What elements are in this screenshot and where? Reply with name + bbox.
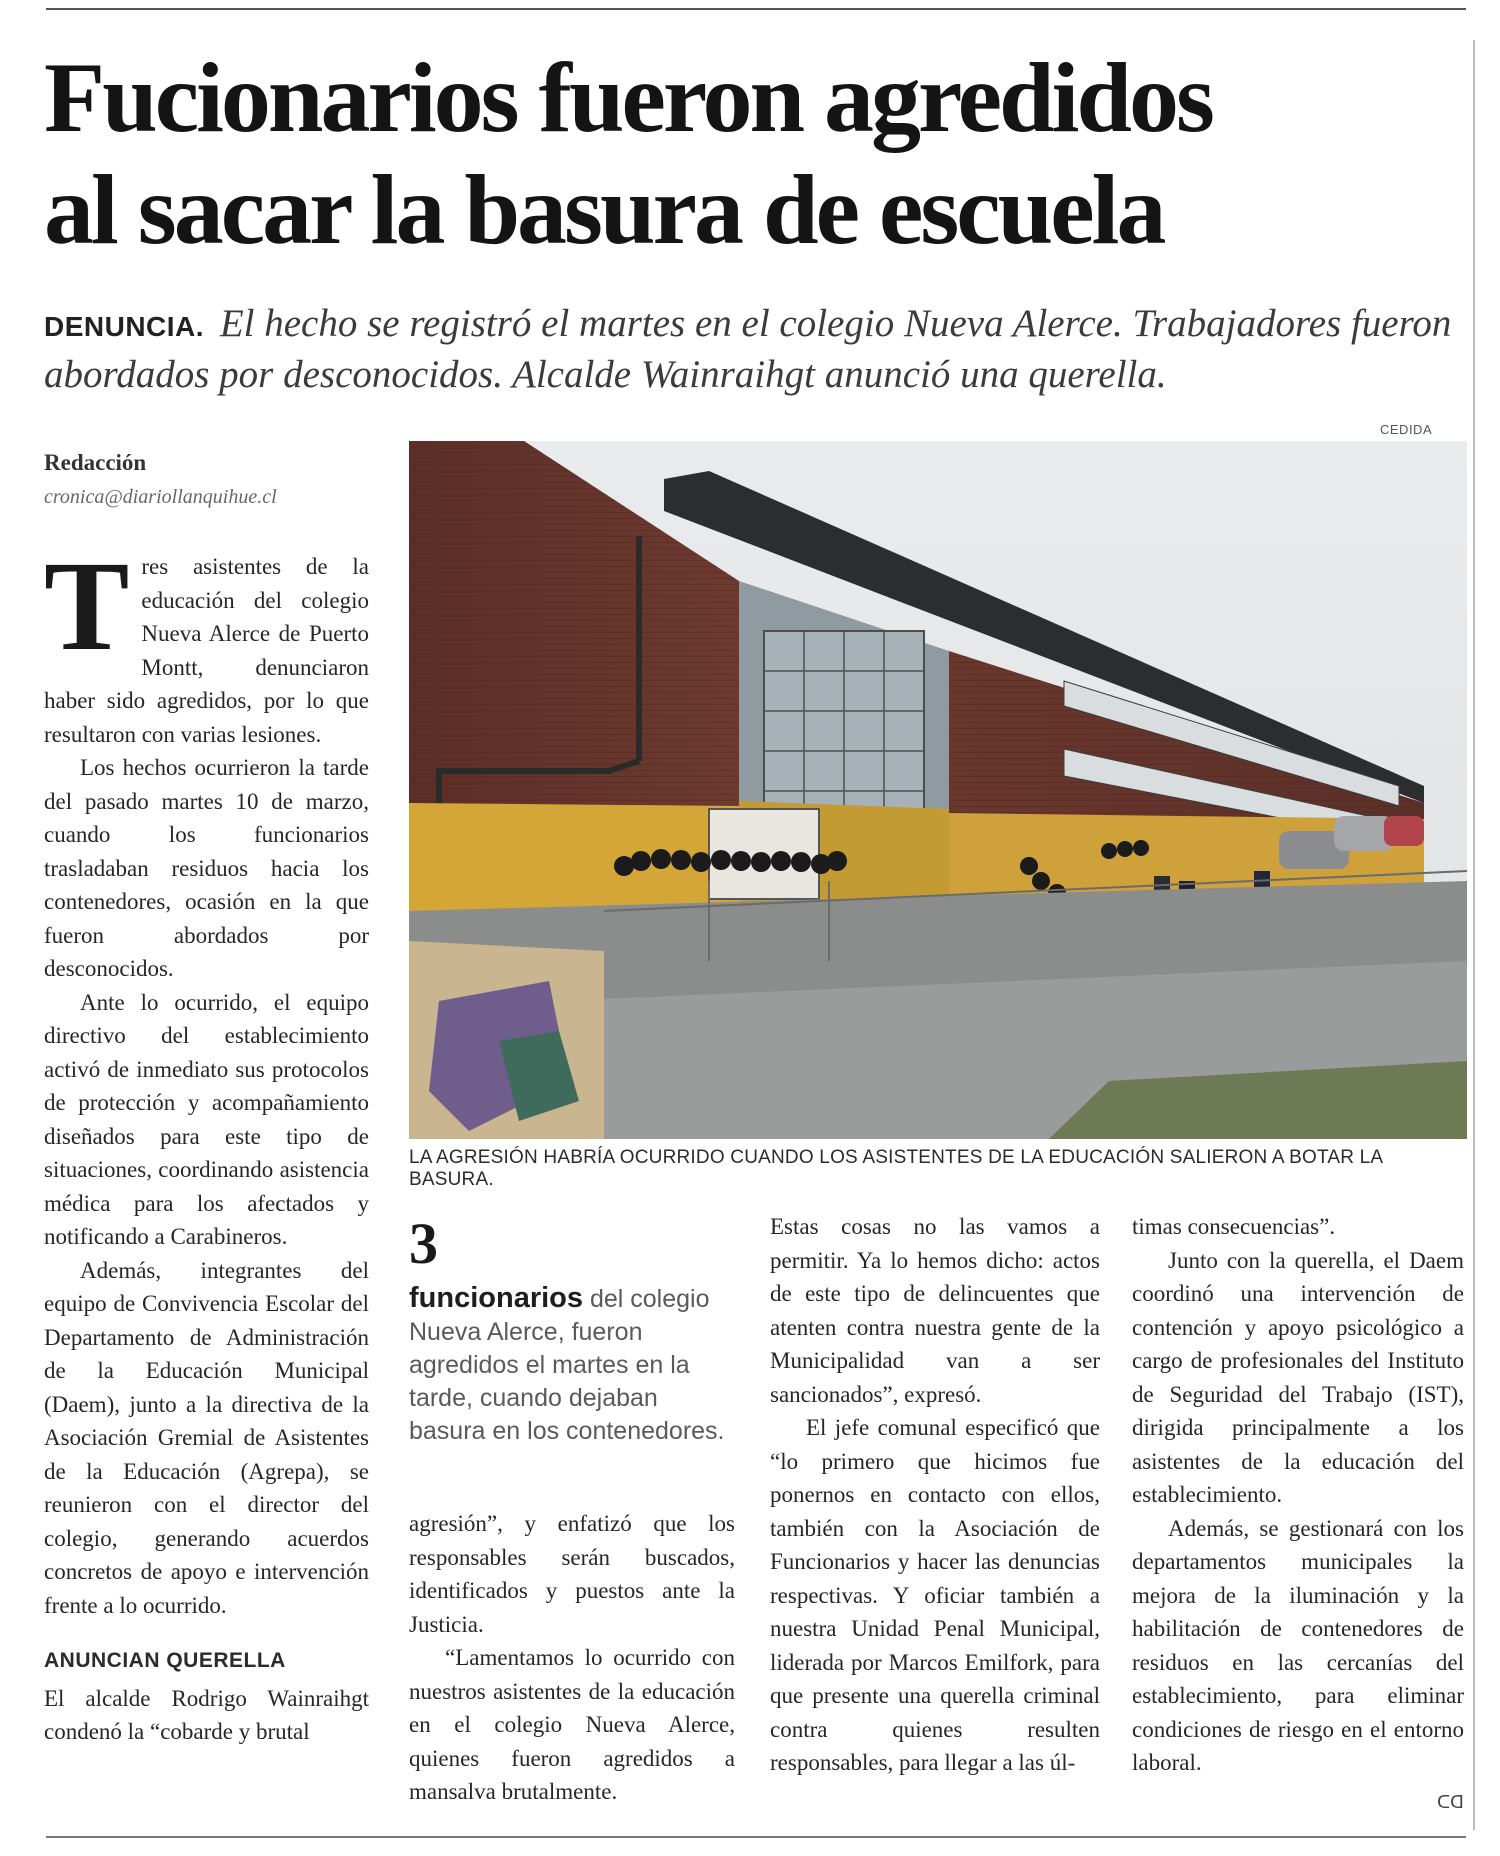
deck [44,300,1474,399]
paragraph: Junto con la querella, el Daem coordinó una intervención de contención y apoyo psicológico a cargo de profesionales del Instituto de Seguridad del Trabajo (IST), dirigida principalmente a los asistentes de la educación del establecimiento. [1132,1247,1464,1507]
article-column-1 [44,535,369,1749]
headline [44,42,1464,266]
deck-text: El hecho se registró el martes en el colegio Nueva Alerce. Trabajadores fueron abordados por desconocidos. Alcalde Wainraihgt anunció una querella. [44,302,1452,396]
bottom-rule [46,1836,1466,1838]
paragraph: El alcalde Rodrigo Wainraihgt condenó la “cobarde y brutal [44,1685,369,1744]
paragraph: timas consecuencias”. [1132,1214,1336,1239]
dropcap: T [44,535,130,677]
paragraph: Estas cosas no las vamos a permitir. Ya lo hemos dicho: actos de este tipo de delincuentes que atenten contra nuestra gente de la Municipalidad van a ser sancionados”, expresó. [770,1214,1100,1407]
article-column-4 [1132,1210,1464,1819]
paragraph: Además, se gestionará con los departamentos municipales la mejora de la iluminación y la habilitación de contenedores de residuos en las cercanías del establecimiento, para eliminar condiciones de riesgo en el entorno laboral. [1132,1515,1464,1775]
article-column-3 [770,1210,1100,1780]
photo-credit: CEDIDA [1380,422,1433,437]
photo-caption: LA AGRESIÓN HABRÍA OCURRIDO CUANDO LOS ASISTENTES DE LA EDUCACIÓN SALIERON A BOTAR LA BASURA. [409,1147,1383,1190]
paragraph: “Lamentamos lo ocurrido con nuestros asistentes de la educación en el colegio Nueva Alerce, quienes fueron agredidos a mansalva brutalmente. [409,1645,735,1804]
headline-line-1: Fucionarios fueron agredidos [44,42,1212,153]
stat-text [409,1282,739,1448]
deck-tag: DENUNCIA. [44,311,205,342]
subhead: ANUNCIAN QUERELLA [44,1649,286,1672]
author-email: cronica@diariollanquihue.cl [44,486,277,508]
byline [44,450,384,509]
headline-line-2: al sacar la basura de escuela [44,154,1164,265]
paragraph: agresión”, y enfatizó que los responsables serán buscados, identificados y puestos ante la Justicia. [409,1511,735,1637]
paragraph: Ante lo ocurrido, el equipo directivo del establecimiento activó de inmediato sus protocolos de protección y acompañamiento diseñados para este tipo de situaciones, coordinando asistencia médica para los afectados y notificando a Carabineros. [44,989,369,1249]
paragraph: Los hechos ocurrieron la tarde del pasado martes 10 de marzo, cuando los funcionarios trasladaban residuos hacia los contenedores, ocasión en la que fueron abordados por desconocidos. [44,755,369,981]
paragraph: Además, integrantes del equipo de Convivencia Escolar del Departamento de Administración de la Educación Municipal (Daem), junto a la directiva de la Asociación Gremial de Asistentes de la Educación (Agrepa), se reunieron con el director del colegio, generando acuerdos concretos de apoyo e intervención frente a lo ocurrido. [44,1257,369,1618]
stat-lead: funcionarios [409,1282,584,1314]
stat-body: del colegio Nueva Alerce, fueron agredidos el martes en la tarde, cuando dejaban basura en los contenedores. [409,1285,725,1445]
author-name: Redacción [44,450,147,475]
stat-number: 3 [409,1211,438,1276]
school-photo [409,441,1467,1139]
stat-callout [409,1212,739,1448]
article-column-2 [409,1507,735,1809]
end-mark-icon: ᑕᗡ [1437,1791,1464,1813]
paragraph: El jefe comunal especificó que “lo primero que hicimos fue ponernos en contacto con ellos, también con la Asociación de Funcionarios y hacer las denuncias respectivas. Y oficiar también a nuestra Unidad Penal Municipal, liderada por Marcos Emilfork, para que presente una querella criminal contra quienes resulten responsables, para llegar a las úl- [770,1415,1100,1775]
top-rule [46,8,1466,10]
paragraph: res asistentes de la educación del colegio Nueva Alerce de Puerto Montt, denunciaron haber sido agredidos, por lo que resultaron con varias lesiones. [44,554,369,747]
